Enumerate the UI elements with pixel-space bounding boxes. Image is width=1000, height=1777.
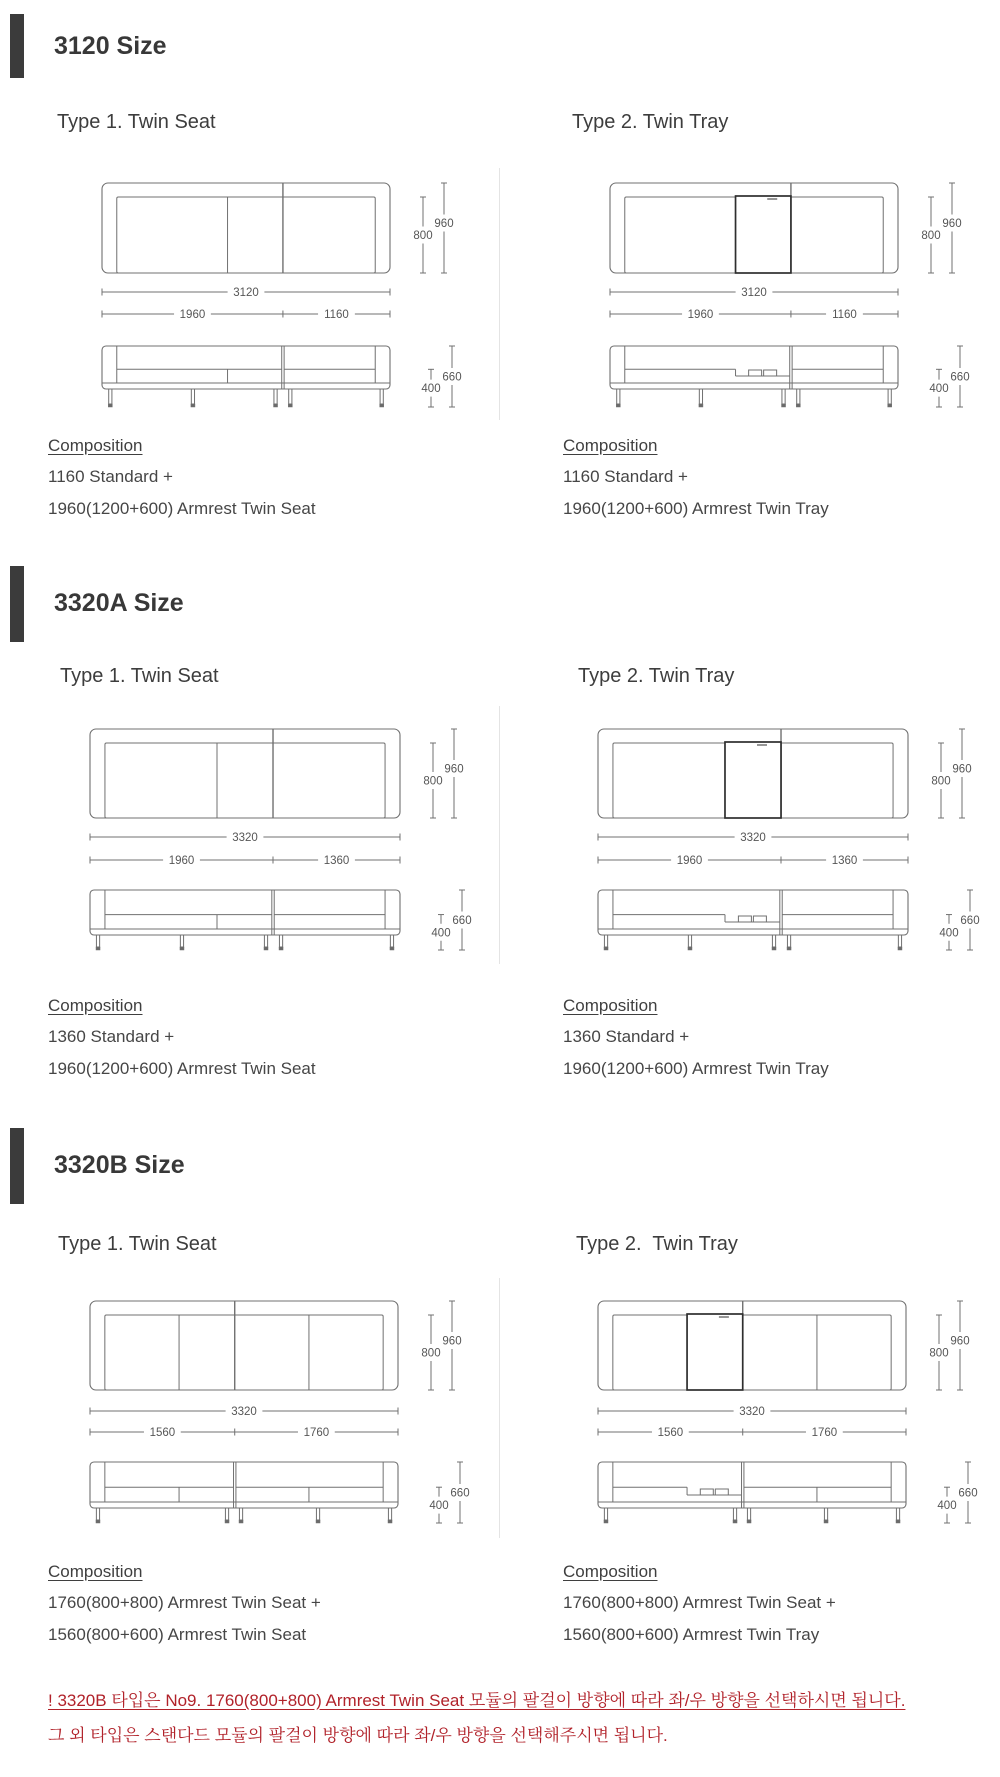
svg-text:3320: 3320 — [231, 1406, 257, 1418]
svg-text:1160: 1160 — [832, 309, 857, 321]
svg-text:660: 660 — [452, 915, 472, 927]
sofa-spec-diagram — [548, 1272, 1000, 1540]
svg-text:400: 400 — [939, 927, 959, 940]
composition-line: 1360 Standard + — [48, 1027, 175, 1046]
composition-block — [563, 1562, 983, 1657]
composition-line: 1160 Standard + — [48, 467, 173, 486]
svg-text:3320: 3320 — [740, 832, 766, 844]
svg-text:3120: 3120 — [233, 287, 259, 299]
footer-note — [48, 1690, 958, 1760]
svg-text:400: 400 — [431, 927, 451, 940]
svg-text:400: 400 — [429, 1500, 449, 1513]
type1-label: Type 1. Twin Seat — [57, 111, 216, 133]
svg-text:960: 960 — [950, 1335, 970, 1348]
section-accent-bar — [10, 566, 24, 642]
sofa-spec-diagram — [548, 700, 1000, 965]
footer-note-line2: 그 외 타입은 스탠다드 모듈의 팔걸이 방향에 따라 좌/우 방향을 선택해주시면 됩니다. — [48, 1726, 668, 1745]
svg-text:3320: 3320 — [232, 832, 258, 844]
composition-line: 1760(800+800) Armrest Twin Seat + — [563, 1593, 836, 1612]
svg-text:1760: 1760 — [303, 1427, 330, 1439]
composition-line: 1160 Standard + — [563, 467, 688, 486]
svg-text:400: 400 — [929, 383, 949, 396]
svg-text:1360: 1360 — [831, 855, 858, 867]
svg-text:800: 800 — [423, 775, 443, 788]
composition-line: 1360 Standard + — [563, 1027, 690, 1046]
composition-line: 1760(800+800) Armrest Twin Seat + — [48, 1593, 321, 1612]
svg-text:1960: 1960 — [179, 309, 206, 321]
composition-heading: Composition — [48, 1562, 143, 1581]
svg-text:800: 800 — [413, 230, 433, 242]
composition-line: 1960(1200+600) Armrest Twin Seat — [48, 499, 316, 518]
composition-line: 1960(1200+600) Armrest Twin Tray — [563, 1059, 829, 1078]
svg-text:1560: 1560 — [149, 1427, 176, 1439]
svg-text:800: 800 — [921, 230, 941, 242]
type2-label: Type 2. Twin Tray — [576, 1233, 738, 1255]
svg-text:3120: 3120 — [741, 287, 767, 299]
svg-text:800: 800 — [421, 1347, 441, 1360]
svg-text:960: 960 — [952, 763, 972, 776]
composition-line: 1560(800+600) Armrest Twin Tray — [563, 1625, 820, 1644]
composition-heading: Composition — [563, 996, 658, 1015]
composition-block — [48, 996, 468, 1091]
section-title-3320b: 3320B Size — [54, 1151, 185, 1179]
sofa-spec-diagram — [40, 700, 495, 965]
section-title-3120: 3120 Size — [54, 32, 167, 60]
composition-block — [48, 1562, 468, 1657]
svg-text:800: 800 — [929, 1347, 949, 1360]
sofa-spec-diagram — [548, 150, 1000, 420]
composition-block — [563, 436, 983, 531]
type2-label: Type 2. Twin Tray — [572, 111, 729, 133]
type2-label: Type 2. Twin Tray — [578, 665, 735, 687]
svg-text:800: 800 — [931, 775, 951, 788]
section-title-3320a: 3320A Size — [54, 589, 184, 617]
svg-text:400: 400 — [937, 1500, 957, 1513]
composition-line: 1560(800+600) Armrest Twin Seat — [48, 1625, 307, 1644]
svg-text:660: 660 — [950, 371, 970, 384]
svg-text:660: 660 — [450, 1487, 470, 1500]
type1-label: Type 1. Twin Seat — [58, 1233, 217, 1255]
section-accent-bar — [10, 14, 24, 78]
svg-text:960: 960 — [434, 218, 454, 230]
svg-text:400: 400 — [421, 383, 441, 396]
composition-line: 1960(1200+600) Armrest Twin Tray — [563, 499, 829, 518]
svg-text:660: 660 — [442, 371, 462, 384]
footer-note-line1: ! 3320B 타입은 No9. 1760(800+800) Armrest Twin Seat 모듈의 팔걸이 방향에 따라 좌/우 방향을 선택하시면 됩니다. — [48, 1691, 906, 1710]
svg-text:3320: 3320 — [739, 1406, 765, 1418]
svg-text:1360: 1360 — [323, 855, 350, 867]
svg-text:660: 660 — [958, 1487, 978, 1500]
svg-text:1560: 1560 — [657, 1427, 684, 1439]
composition-heading: Composition — [48, 436, 143, 455]
composition-heading: Composition — [563, 436, 658, 455]
type1-label: Type 1. Twin Seat — [60, 665, 219, 687]
svg-text:960: 960 — [442, 1335, 462, 1348]
svg-text:1960: 1960 — [168, 855, 195, 867]
composition-block — [48, 436, 468, 531]
composition-block — [563, 996, 983, 1091]
column-divider — [499, 706, 500, 964]
svg-text:960: 960 — [444, 763, 464, 776]
svg-text:660: 660 — [960, 915, 980, 927]
composition-heading: Composition — [563, 1562, 658, 1581]
composition-heading: Composition — [48, 996, 143, 1015]
svg-text:1960: 1960 — [676, 855, 703, 867]
svg-text:960: 960 — [942, 218, 962, 230]
sofa-spec-diagram — [40, 1272, 495, 1540]
sofa-spec-diagram — [40, 150, 495, 420]
section-accent-bar — [10, 1128, 24, 1204]
column-divider — [499, 1278, 500, 1538]
composition-line: 1960(1200+600) Armrest Twin Seat — [48, 1059, 316, 1078]
svg-text:1960: 1960 — [687, 309, 714, 321]
svg-text:1160: 1160 — [324, 309, 349, 321]
column-divider — [499, 168, 500, 420]
svg-text:1760: 1760 — [811, 1427, 838, 1439]
